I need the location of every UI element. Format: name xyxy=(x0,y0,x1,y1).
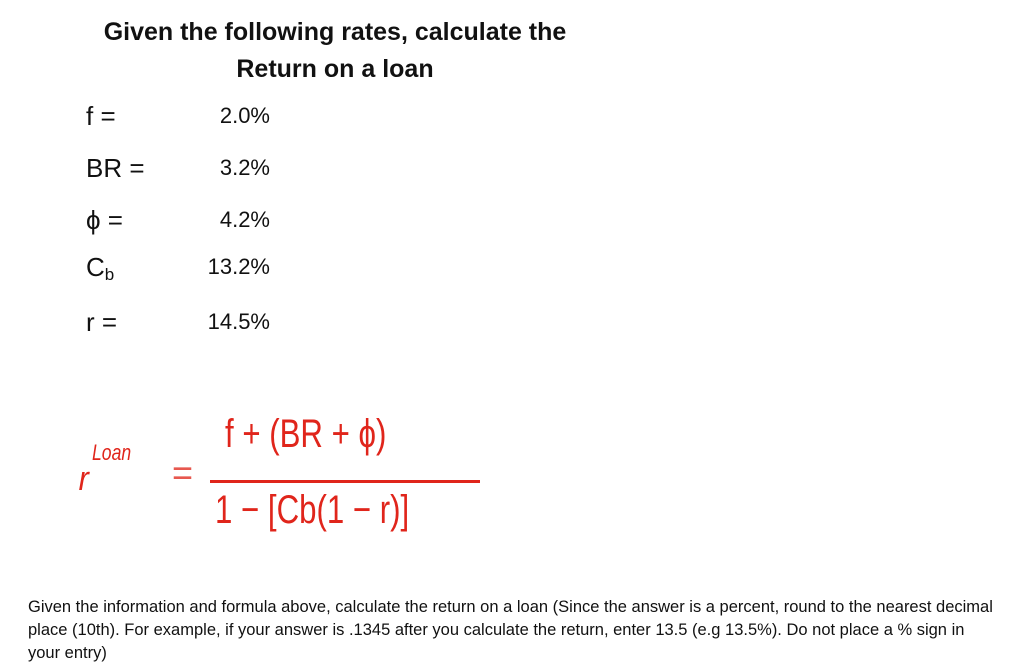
rate-label-subscript: b xyxy=(104,265,115,284)
rate-row-br xyxy=(0,148,600,188)
rate-value: 13.2% xyxy=(207,254,270,279)
rate-row-phi xyxy=(0,200,600,240)
formula-denominator: 1 − [Cb(1 − r)] xyxy=(215,488,410,532)
page-title xyxy=(90,14,580,88)
formula-fraction-bar xyxy=(210,480,480,483)
question-text: Given the information and formula above, calculate the return on a loan (Since the answer is a percent, round to the nearest decimal place (10th). For example, if your answer is .1345 after you calculate the return, enter 13.5 (e.g 13.5%). Do not place a % sign in your entry) xyxy=(28,598,993,662)
formula-lhs: r xyxy=(78,460,89,498)
title-line-1: Given the following rates, calculate the xyxy=(103,18,567,46)
formula-numerator: f + (BR + ϕ) xyxy=(225,412,387,456)
rate-value: 4.2% xyxy=(219,207,270,232)
rate-row-cb xyxy=(0,247,600,287)
rate-label xyxy=(86,247,114,295)
loan-return-formula xyxy=(60,400,540,560)
rate-value: 3.2% xyxy=(219,155,270,180)
rate-label: r = xyxy=(86,307,118,337)
rate-label: BR = xyxy=(86,153,145,183)
rate-value: 2.0% xyxy=(219,103,270,128)
rate-row-r xyxy=(0,302,600,342)
formula-lhs-superscript: Loan xyxy=(92,440,132,465)
formula-equals: = xyxy=(172,452,194,493)
rate-row-f xyxy=(0,96,600,136)
rate-label: f = xyxy=(86,101,116,131)
rate-label-main: C xyxy=(86,252,105,282)
title-line-2: Return on a loan xyxy=(236,55,434,83)
rate-label: ϕ = xyxy=(86,205,123,235)
rate-value: 14.5% xyxy=(207,309,270,334)
